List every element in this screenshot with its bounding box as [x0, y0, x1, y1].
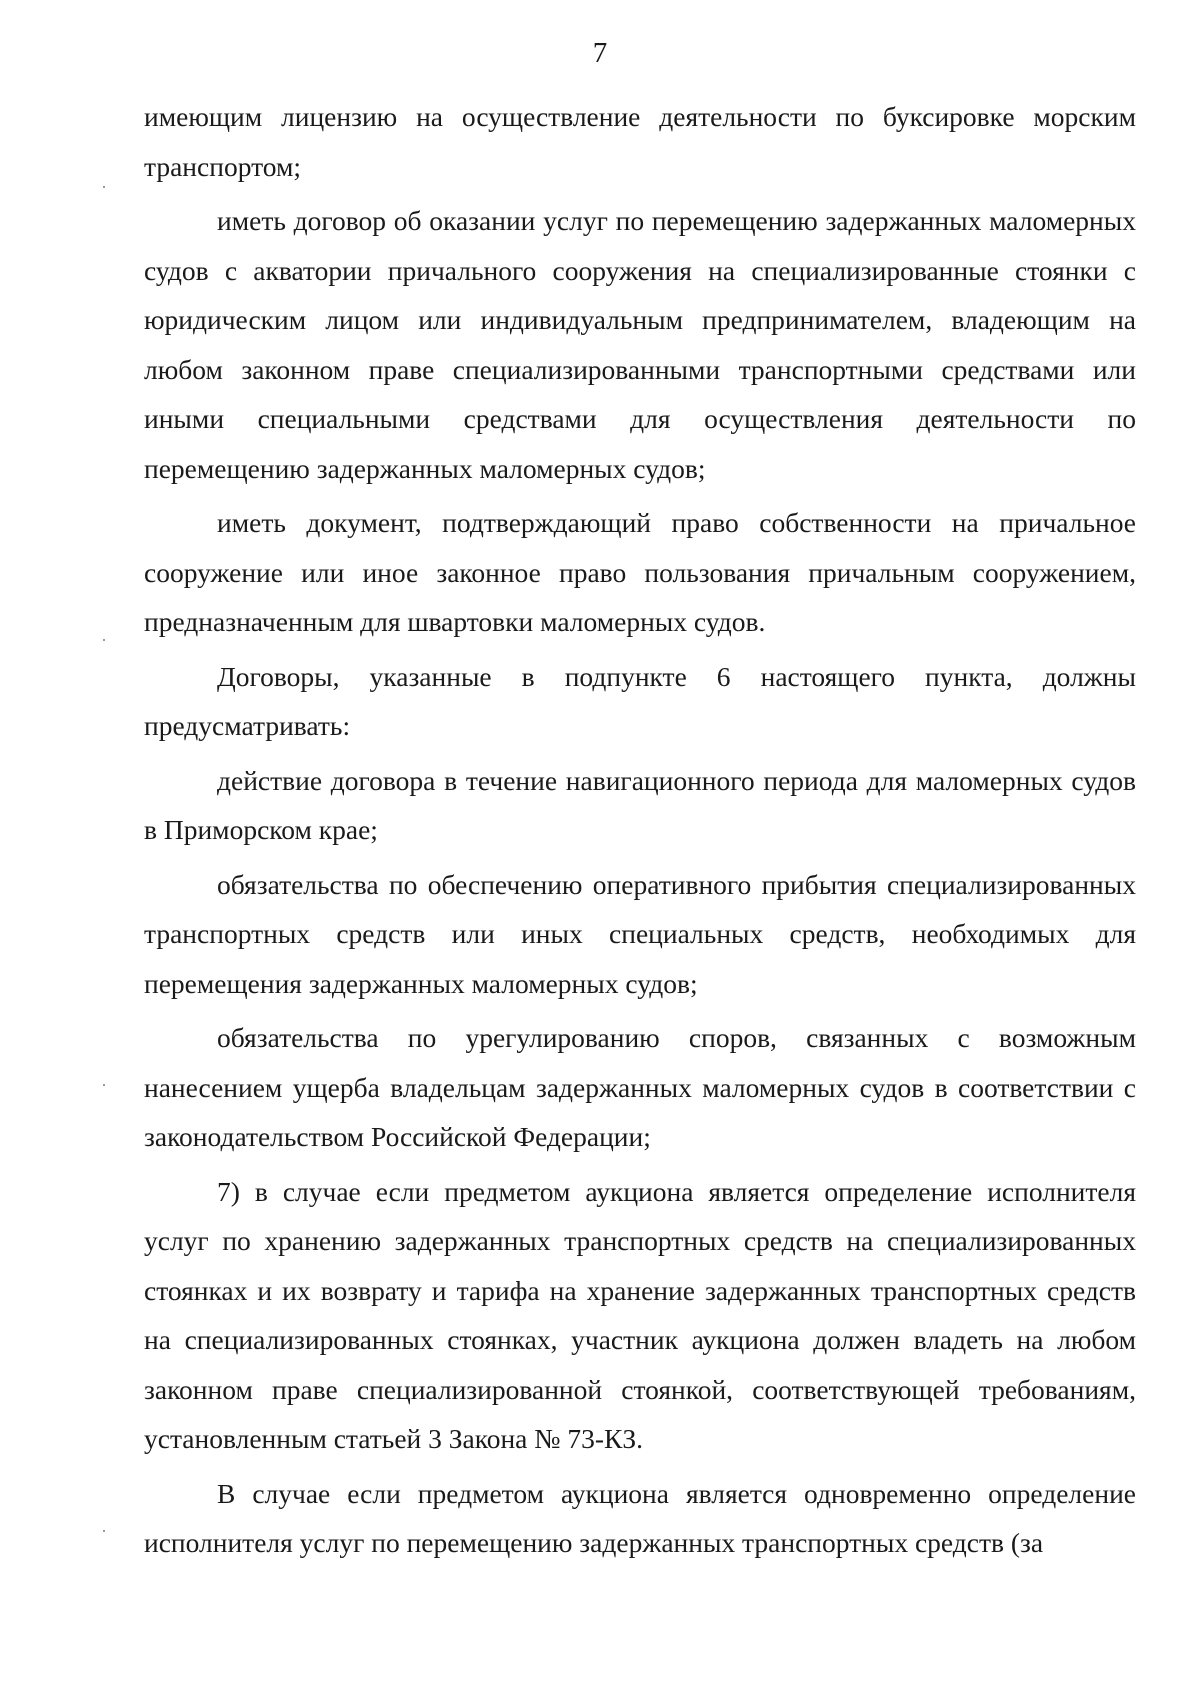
paragraph: Договоры, указанные в подпункте 6 настоящего пункта, должны предусматривать:: [144, 660, 1136, 741]
margin-scan-mark: [103, 1084, 105, 1086]
margin-scan-mark: [103, 186, 105, 188]
paragraph: В случае если предметом аукциона является одновременно определение исполнителя услуг по перемещению задержанных транспортных средств (за: [144, 1477, 1136, 1558]
document-body: [144, 92, 1136, 1573]
margin-scan-mark: [103, 639, 105, 641]
paragraph: действие договора в течение навигационного периода для маломерных судов в Приморском крае;: [144, 764, 1136, 845]
paragraph: имеющим лицензию на осуществление деятельности по буксировке морским транспортом;: [144, 101, 1136, 182]
page-number: 7: [592, 37, 608, 69]
paragraph: иметь договор об оказании услуг по перемещению задержанных маломерных судов с акватории причального сооружения на специализированные стоянки с юридическим лицом или индивидуальным предпринимателем, владеющим на любом законном праве специализированными транспортными средствами или иными специальными средствами для осуществления деятельности по перемещению задержанных маломерных судов;: [144, 205, 1136, 484]
paragraph: 7) в случае если предметом аукциона является определение исполнителя услуг по хранению задержанных транспортных средств на специализированных стоянках и их возврату и тарифа на хранение задержанных транспортных средств на специализированных стоянках, участник аукциона должен владеть на любом законном праве специализированной стоянкой, соответствующей требованиям, установленным статьей 3 Закона № 73-КЗ.: [144, 1175, 1136, 1454]
paragraph: обязательства по урегулированию споров, связанных с возможным нанесением ущерба владельцам задержанных маломерных судов в соответствии с законодательством Российской Федерации;: [144, 1022, 1136, 1152]
paragraph: обязательства по обеспечению оперативного прибытия специализированных транспортных средств или иных специальных средств, необходимых для перемещения задержанных маломерных судов;: [144, 868, 1136, 999]
paragraph: иметь документ, подтверждающий право собственности на причальное сооружение или иное законное право пользования причальным сооружением, предназначенным для швартовки маломерных судов.: [144, 507, 1136, 637]
margin-scan-mark: [103, 1530, 105, 1532]
